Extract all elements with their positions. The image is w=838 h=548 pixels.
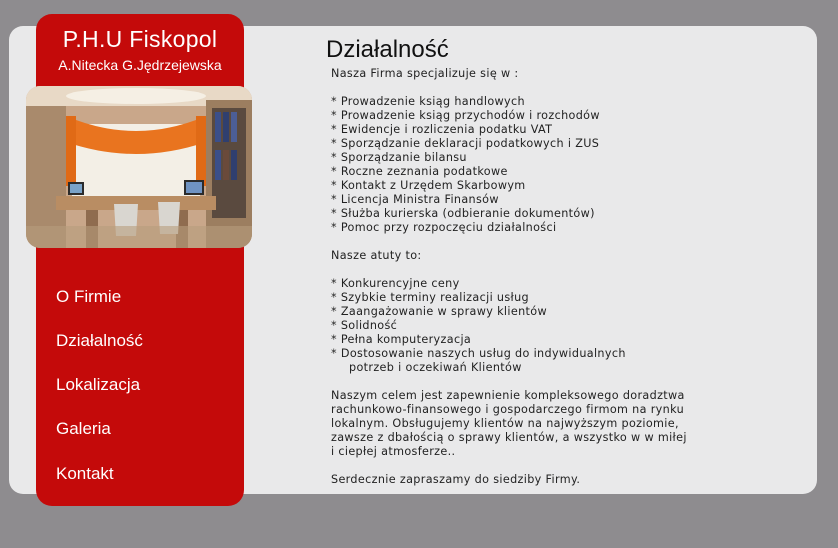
- list-item: * Ewidencje i rozliczenia podatku VAT: [331, 123, 553, 136]
- list-item: * Służba kurierska (odbieranie dokumentów): [331, 207, 595, 220]
- mission-line: rachunkowo-finansowego i gospodarczego firmom na rynku: [331, 403, 685, 416]
- advantages-list: [331, 277, 801, 375]
- mission-line: lokalnym. Obsługujemy klientów na najwyższym poziomie,: [331, 417, 679, 430]
- page-content: [331, 67, 801, 487]
- list-item: * Szybkie terminy realizacji usług: [331, 291, 529, 304]
- list-item: * Solidność: [331, 319, 398, 332]
- list-item: * Prowadzenie ksiąg przychodów i rozchodów: [331, 109, 600, 122]
- list-item: * Sporządzanie bilansu: [331, 151, 467, 164]
- list-item: * Kontakt z Urzędem Skarbowym: [331, 179, 526, 192]
- page-title: Działalność: [326, 36, 449, 63]
- list-item: * Dostosowanie naszych usług do indywidualnych: [331, 347, 626, 360]
- list-item: * Roczne zeznania podatkowe: [331, 165, 508, 178]
- list-item: * Konkurencyjne ceny: [331, 277, 460, 290]
- mission-line: i ciepłej atmosferze..: [331, 445, 456, 458]
- nav-kontakt[interactable]: Kontakt: [56, 464, 114, 483]
- list-item: * Prowadzenie ksiąg handlowych: [331, 95, 525, 108]
- services-list: [331, 95, 801, 235]
- list-item-continuation: potrzeb i oczekiwań Klientów: [349, 361, 522, 374]
- closing-text: Serdecznie zapraszamy do siedziby Firmy.: [331, 473, 581, 486]
- brand-title: P.H.U Fiskopol: [62, 26, 218, 52]
- list-item: * Zaangażowanie w sprawy klientów: [331, 305, 547, 318]
- list-item: * Licencja Ministra Finansów: [331, 193, 499, 206]
- nav-o-firmie[interactable]: O Firmie: [56, 287, 122, 306]
- list-item: * Sporządzanie deklaracji podatkowych i ZUS: [331, 137, 600, 150]
- brand-subtitle: A.Nitecka G.Jędrzejewska: [58, 57, 222, 73]
- list-item: * Pełna komputeryzacja: [331, 333, 472, 346]
- nav-lokalizacja[interactable]: Lokalizacja: [56, 375, 141, 394]
- office-photo-illustration: [26, 86, 252, 248]
- advantages-heading: Nasze atuty to:: [331, 249, 422, 262]
- nav-dzialalnosc[interactable]: Działalność: [56, 331, 143, 350]
- nav-galeria[interactable]: Galeria: [56, 419, 111, 438]
- office-photo: [26, 86, 252, 248]
- mission-line: zawsze z dbałością o sprawy klientów, a wszystko w w miłej: [331, 431, 687, 444]
- intro-text: Nasza Firma specjalizuje się w :: [331, 67, 519, 80]
- list-item: * Pomoc przy rozpoczęciu działalności: [331, 221, 557, 234]
- mission-line: Naszym celem jest zapewnienie kompleksowego doradztwa: [331, 389, 685, 402]
